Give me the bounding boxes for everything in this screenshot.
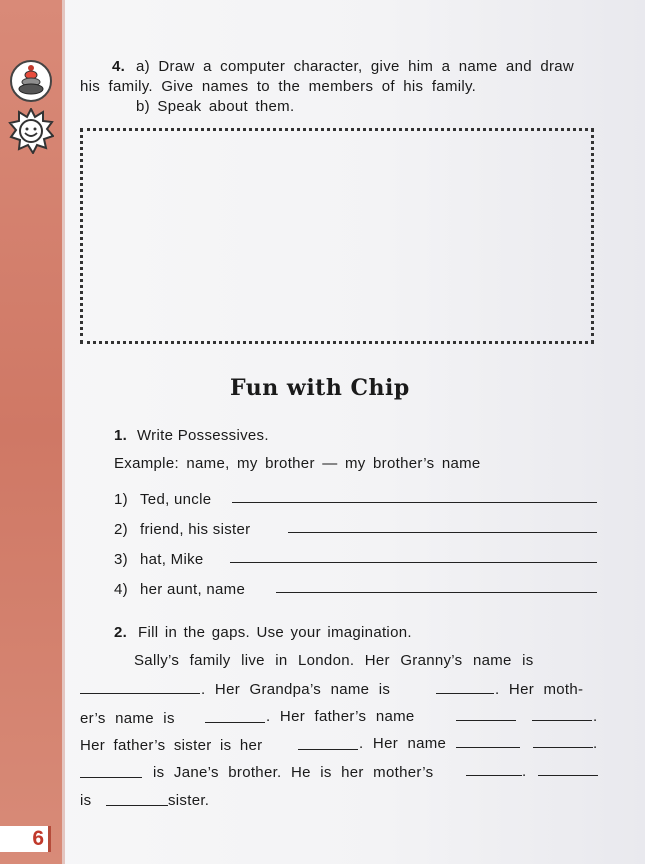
ex1-item-1-number: 1) — [114, 491, 128, 508]
ex2-line-5a: is Jane’s brother. He is her mother’s — [153, 764, 434, 781]
ex2-gap-aunt-name-1[interactable] — [456, 747, 520, 748]
ex2-line-4b: . Her name — [359, 735, 447, 752]
ex1-instruction: Write Possessives. — [137, 427, 269, 444]
ex2-line-2b: . Her moth- — [495, 681, 584, 698]
ex2-line-3b: . Her father’s name — [266, 708, 415, 725]
ex1-item-2-text: friend, his sister — [140, 521, 251, 538]
ex1-answer-line-4[interactable] — [276, 592, 597, 593]
ex1-item-4-number: 4) — [114, 581, 128, 598]
ex1-item-3-text: hat, Mike — [140, 551, 204, 568]
ex1-item-4-text: her aunt, name — [140, 581, 246, 598]
ex1-answer-line-1[interactable] — [232, 502, 597, 503]
ex2-line-3a: er’s name is — [80, 710, 175, 727]
ex1-item-2-number: 2) — [114, 521, 128, 538]
ex2-gap-mother-relation[interactable] — [466, 775, 522, 776]
ex1-answer-line-3[interactable] — [230, 562, 597, 563]
ex2-gap-father-name-1[interactable] — [456, 720, 516, 721]
ex2-gap-aunt[interactable] — [298, 749, 358, 750]
ex2-line-4a: Her father’s sister is her — [80, 737, 263, 754]
ex2-gap-father-name-2[interactable] — [532, 720, 592, 721]
ex2-line-6a: is — [80, 792, 92, 809]
ex2-gap-granny[interactable] — [80, 693, 200, 694]
ex2-gap-sister-owner[interactable] — [106, 805, 168, 806]
ex1-number: 1. — [114, 427, 128, 444]
ex2-number: 2. — [114, 624, 128, 641]
ex4-number: 4. — [112, 58, 126, 75]
ex2-instruction: Fill in the gaps. Use your imagination. — [138, 624, 412, 641]
pyramid-toy-icon — [10, 58, 52, 104]
page-number: 6 — [32, 827, 44, 850]
ex2-line-6b: sister. — [168, 792, 210, 809]
ex4-a-line2: his family. Give names to the members of his family. — [80, 78, 477, 95]
ex4-b: b) Speak about them. — [136, 98, 295, 115]
ex2-gap-brother[interactable] — [80, 777, 142, 778]
ex2-line-1: Sally’s family live in London. Her Granny’s name is — [134, 652, 534, 669]
margin-edge — [62, 0, 65, 864]
sun-face-icon — [8, 108, 54, 154]
ex1-item-3-number: 3) — [114, 551, 128, 568]
ex1-item-1-text: Ted, uncle — [140, 491, 212, 508]
drawing-box[interactable] — [80, 128, 594, 344]
ex2-gap-mother-name[interactable] — [205, 722, 265, 723]
ex2-gap-grandpa[interactable] — [436, 693, 494, 694]
ex1-example: Example: name, my brother — my brother’s name — [114, 455, 481, 472]
ex2-gap-aunt-name-2[interactable] — [533, 747, 593, 748]
section-title: Fun with Chip — [230, 375, 410, 401]
ex4-a-line1: a) Draw a computer character, give him a name and draw — [136, 58, 575, 75]
ex2-line-5b: . — [522, 763, 527, 780]
ex2-gap-line5-end[interactable] — [538, 775, 598, 776]
ex2-line-3c: . — [593, 708, 598, 725]
ex1-answer-line-2[interactable] — [288, 532, 597, 533]
ex2-line-4c: . — [593, 735, 598, 752]
ex2-line-2a: . Her Grandpa’s name is — [201, 681, 391, 698]
